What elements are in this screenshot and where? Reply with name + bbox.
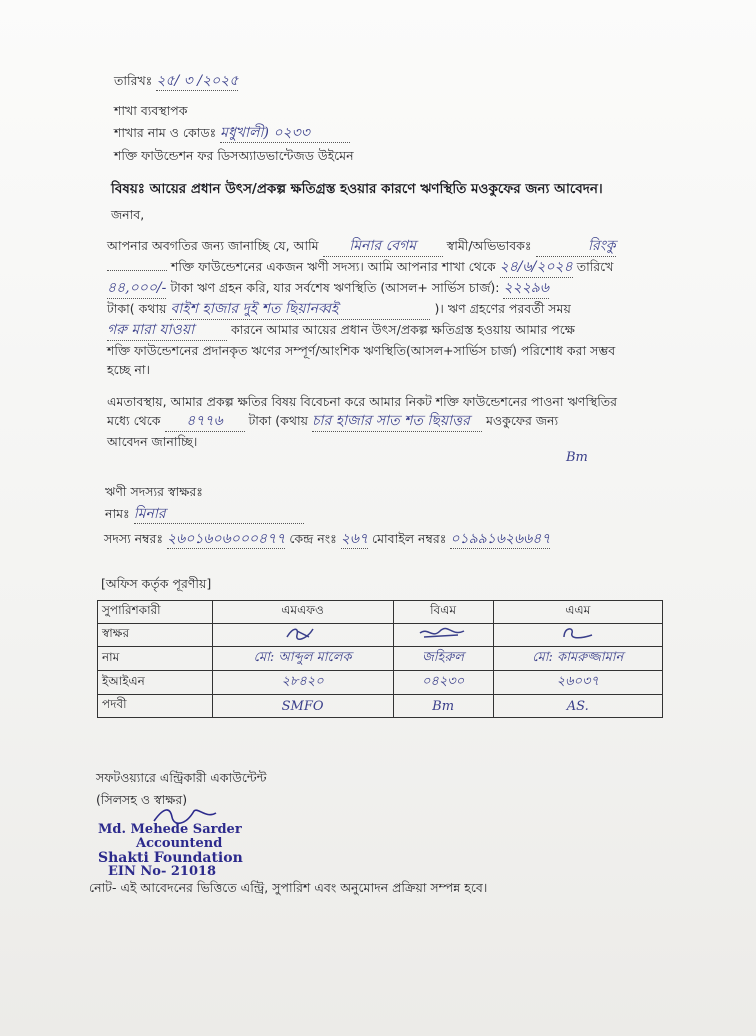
- branch-line: [114, 125, 350, 143]
- mobile-label: মোবাইল নম্বরঃ: [372, 531, 447, 546]
- balance-in-words: বাইশ হাজার দুই শত ছিয়ানব্বই: [170, 300, 430, 320]
- header-bm: বিএম: [393, 601, 493, 624]
- approval-mark: Bm: [566, 450, 588, 465]
- recommendation-table: [97, 600, 663, 718]
- accountant-seal-note: (সিলসহ ও স্বাক্ষর): [96, 792, 188, 807]
- bm-ein: ০৪২৩০: [393, 671, 493, 695]
- center-label: কেন্দ্র নংঃ: [289, 531, 337, 546]
- guardian-name: রিংকু: [536, 237, 616, 257]
- branch-label: শাখার নাম ও কোডঃ: [114, 125, 217, 140]
- table-row: [98, 671, 663, 695]
- bm-name: জহিরুল: [393, 647, 493, 671]
- stamp-name: Md. Mehede Sarder: [98, 822, 242, 837]
- branch-value: মধুখালী) ০২৩৩: [220, 125, 350, 143]
- header-mfo: এমএফও: [212, 601, 393, 624]
- date-value: ২৫/ ৩ /২০২৫: [156, 73, 239, 89]
- para2-text-4: মওকুফের জন্য: [485, 413, 559, 428]
- table-row: [98, 647, 663, 671]
- mfo-ein: ২৮৪২০: [212, 671, 393, 695]
- accountant-title: সফটওয়্যারে এন্ট্রিকারী একাউন্টেন্ট: [96, 770, 267, 785]
- para1-text-9: শক্তি ফাউন্ডেশনের প্রদানকৃত ঋণের সম্পূর্ণ/আংশিক ঋণস্থিতি(আসল+সার্ভিস চার্জ) পরিশোধ করা সম্ভব: [107, 343, 616, 358]
- table-header-row: [98, 601, 663, 624]
- loan-date: ২৪/৬/২০২৪: [500, 258, 573, 278]
- row-label-designation: পদবী: [98, 695, 213, 718]
- row-label-signature: স্বাক্ষর: [98, 624, 213, 647]
- date-label: তারিখঃ: [114, 73, 153, 88]
- row-label-ein: ইআইএন: [98, 671, 213, 695]
- am-designation: AS.: [493, 695, 662, 718]
- header-am: এএম: [493, 601, 662, 624]
- mfo-signature: [212, 624, 393, 647]
- header-recommender: সুপারিশকারী: [98, 601, 213, 624]
- para1-text-10: হচ্ছে না।: [107, 362, 150, 377]
- para1-text-3: শক্তি ফাউন্ডেশনের একজন ঋণী সদস্য। আমি আপনার শাখা থেকে: [170, 259, 496, 274]
- table-row: [98, 695, 663, 718]
- date-line: [114, 73, 238, 91]
- borrower-name-label: নামঃ: [105, 506, 130, 521]
- para2-text-5: আবেদন জানাচ্ছি।: [107, 434, 198, 449]
- signature-scribble-icon: [418, 625, 468, 641]
- addressee-title: শাখা ব্যবস্থাপক: [114, 103, 188, 118]
- organization-line: শক্তি ফাউন্ডেশন ফর ডিসঅ্যাডভান্টেজড উইমেন: [114, 148, 354, 163]
- para1-text-2: স্বামী/অভিভাবকঃ: [446, 238, 532, 253]
- table-row: [98, 624, 663, 647]
- borrower-name-value: মিনার: [134, 506, 304, 524]
- bm-signature: [393, 624, 493, 647]
- mobile-value: ০১৯৯১৬২৬৬৪৭: [450, 531, 551, 547]
- para2-text-1: এমতাবস্থায়, আমার প্রকল্প ক্ষতির বিষয় বিবেচনা করে আমার নিকট শক্তি ফাউন্ডেশনের পাওনা ঋণস্থিতির: [107, 394, 618, 409]
- paragraph-1: [107, 236, 667, 379]
- mfo-designation: SMFO: [212, 695, 393, 718]
- waiver-amount: ৪৭৭৬: [165, 412, 245, 432]
- am-ein: ২৬০৩৭: [493, 671, 662, 695]
- para1-text-6: টাকা( কথায়: [107, 301, 167, 316]
- salutation: জনাব,: [111, 207, 145, 222]
- office-use-label: [অফিস কর্তৃক পূরণীয়]: [101, 576, 212, 591]
- member-info-line: [104, 531, 550, 549]
- am-signature: [493, 624, 662, 647]
- para1-text-5: টাকা ঋণ গ্রহন করি, যার সর্বশেষ ঋণস্থিতি (আসল+ সার্ভিস চার্জ):: [170, 280, 500, 295]
- para1-text-1: আপনার অবগতির জন্য জানাচ্ছি যে, আমি: [107, 238, 319, 253]
- signature-scribble-icon: [283, 625, 323, 641]
- mfo-name: মো: আব্দুল মালেক: [212, 647, 393, 671]
- member-number-label: সদস্য নম্বরঃ: [104, 531, 164, 546]
- subject-line: বিষয়ঃ আয়ের প্রধান উৎস/প্রকল্প ক্ষতিগ্রস্ত হওয়ার কারণে ঋণস্থিতি মওকুফের জন্য আবেদন।: [111, 181, 603, 197]
- para1-text-7: )। ঋণ গ্রহণের পরবর্তী সময়: [434, 301, 571, 316]
- bm-designation: Bm: [393, 695, 493, 718]
- member-number-value: ২৬০১৬০৬০০০৪৭৭: [167, 531, 286, 547]
- waiver-amount-words: চার হাজার সাত শত ছিয়াত্তর: [312, 412, 482, 432]
- borrower-sign-label: ঋণী সদস্যর স্বাক্ষরঃ: [105, 484, 203, 499]
- accountant-stamp: [98, 823, 243, 879]
- row-label-name: নাম: [98, 647, 213, 671]
- para1-text-8: কারনে আমার আয়ের প্রধান উৎস/প্রকল্প ক্ষতিগ্রস্ত হওয়ায় আমার পক্ষে: [230, 322, 575, 337]
- stamp-org: Shakti Foundation: [98, 850, 243, 866]
- paragraph-2: [107, 392, 667, 451]
- footer-note: নোট- এই আবেদনের ভিত্তিতে এন্ট্রি, সুপারিশ এবং অনুমোদন প্রক্রিয়া সম্পন্ন হবে।: [89, 880, 488, 895]
- para1-text-4: তারিখে: [576, 259, 614, 274]
- loan-amount: ৪৪,০০০/-: [107, 279, 166, 299]
- loan-balance: ২২২৯৬: [503, 279, 549, 299]
- center-value: ২৬৭: [340, 531, 369, 547]
- am-name: মো: কামরুজ্জামান: [493, 647, 662, 671]
- signature-scribble-icon: [558, 625, 598, 641]
- stamp-ein: EIN No- 21018: [108, 864, 217, 879]
- borrower-name-line: [105, 506, 304, 524]
- para2-text-3: টাকা (কথায়: [248, 413, 308, 428]
- applicant-name: মিনার বেগম: [323, 237, 443, 257]
- loss-reason: গরু মারা যাওয়া: [107, 321, 227, 341]
- para2-text-2: মধ্যে থেকে: [107, 413, 161, 428]
- stamp-title: Accountend: [136, 836, 223, 851]
